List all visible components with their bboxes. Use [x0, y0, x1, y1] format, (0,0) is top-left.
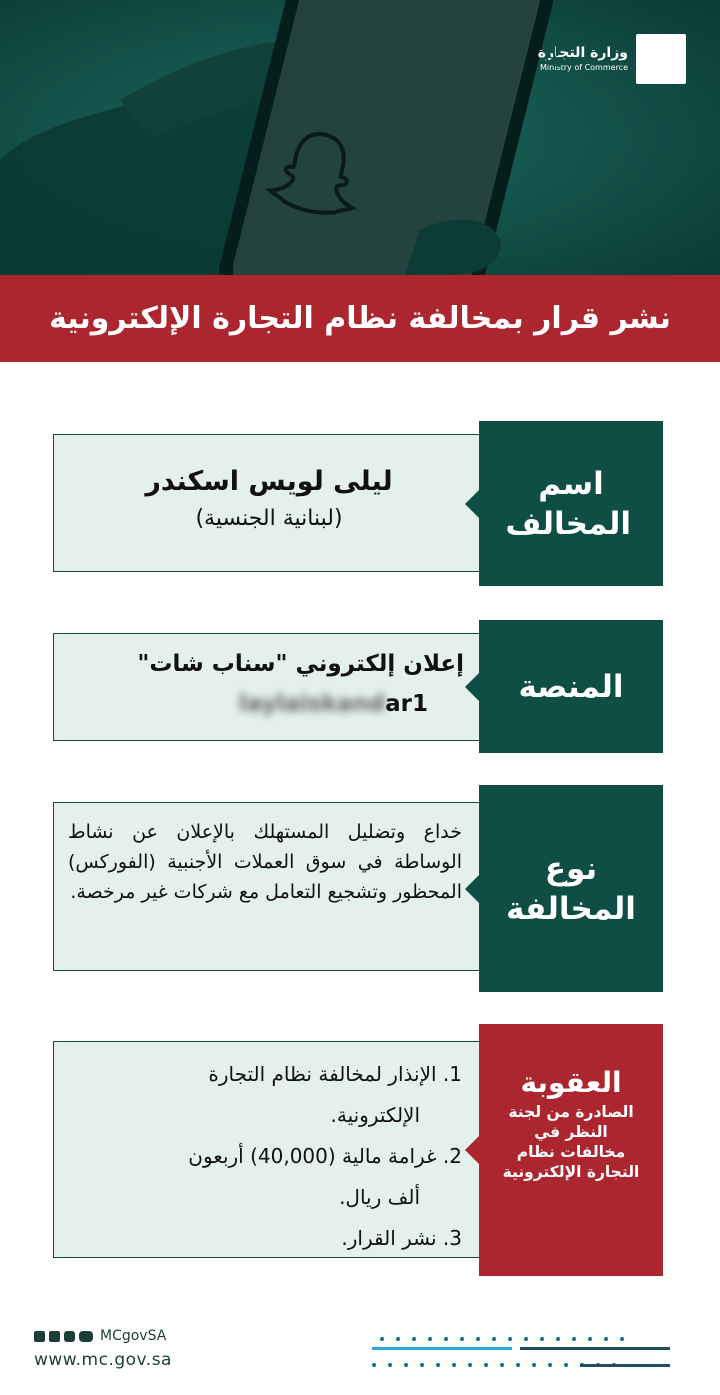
penalty-label: [479, 1024, 663, 1276]
penalty-item-1-line: 1. الإنذار لمخالفة نظام التجارة: [208, 1062, 462, 1086]
penalty-item-1-cont: الإلكترونية.: [330, 1103, 420, 1127]
platform-label: [479, 620, 663, 753]
palm-swords-emblem-icon: [636, 34, 686, 84]
page-title: نشر قرار بمخالفة نظام التجارة الإلكترونية: [49, 301, 671, 336]
social-links: [34, 1328, 172, 1344]
footer: [34, 1328, 172, 1370]
ministry-name-ar: وزارة التجارة: [537, 45, 628, 61]
social-handle[interactable]: MCgovSA: [100, 1328, 167, 1344]
violator-label-text: اسم المخالف: [505, 465, 631, 542]
platform-handle-visible: ar1: [385, 691, 428, 717]
penalty-item-1: [68, 1054, 462, 1136]
violator-box: [53, 434, 485, 572]
violator-label: [479, 421, 663, 586]
platform-handle: [74, 684, 464, 724]
platform-label-text: المنصة: [518, 668, 624, 705]
platform-handle-blurred: laylaiskand: [238, 691, 386, 717]
penalty-sublabel: الصادرة من لجنة النظر في مخالفات نظام التجارة الإلكترونية: [502, 1103, 640, 1181]
penalty-box: [53, 1041, 485, 1258]
ministry-logo: [538, 34, 686, 84]
penalty-item-2-line: 2. غرامة مالية (40,000) أربعون: [188, 1144, 462, 1168]
violator-name: ليلى لويس اسكندر: [145, 466, 393, 497]
platform-box: [53, 633, 485, 741]
violation-text: خداع وتضليل المستهلك بالإعلان عن نشاط الوساطة في سوق العملات الأجنبية (الفوركس) المحظور وتشجيع التعامل مع شركات غير مرخصة.: [68, 821, 462, 903]
decorative-dots: [370, 1333, 680, 1373]
website-link[interactable]: www.mc.gov.sa: [34, 1350, 172, 1370]
penalty-label-text: العقوبة: [520, 1066, 622, 1099]
penalty-item-2-cont: ألف ريال.: [339, 1185, 420, 1209]
instagram-icon[interactable]: [64, 1331, 75, 1342]
violation-box: [53, 802, 485, 971]
hero-image: [0, 0, 720, 275]
violation-label: [479, 785, 663, 992]
platform-line: إعلان إلكتروني "سناب شات": [137, 651, 464, 677]
violation-label-text: نوع المخالفة: [506, 850, 636, 927]
violator-nationality: (لبنانية الجنسية): [195, 506, 343, 531]
youtube-icon[interactable]: [79, 1331, 93, 1342]
ministry-name-en: Ministry of Commerce: [540, 63, 628, 72]
facebook-icon[interactable]: [49, 1331, 60, 1342]
twitter-icon[interactable]: [34, 1331, 45, 1342]
title-banner: [0, 275, 720, 362]
penalty-item-2: [68, 1136, 462, 1218]
penalty-item-3: [68, 1218, 462, 1259]
penalty-item-3-line: 3. نشر القرار.: [341, 1226, 462, 1250]
